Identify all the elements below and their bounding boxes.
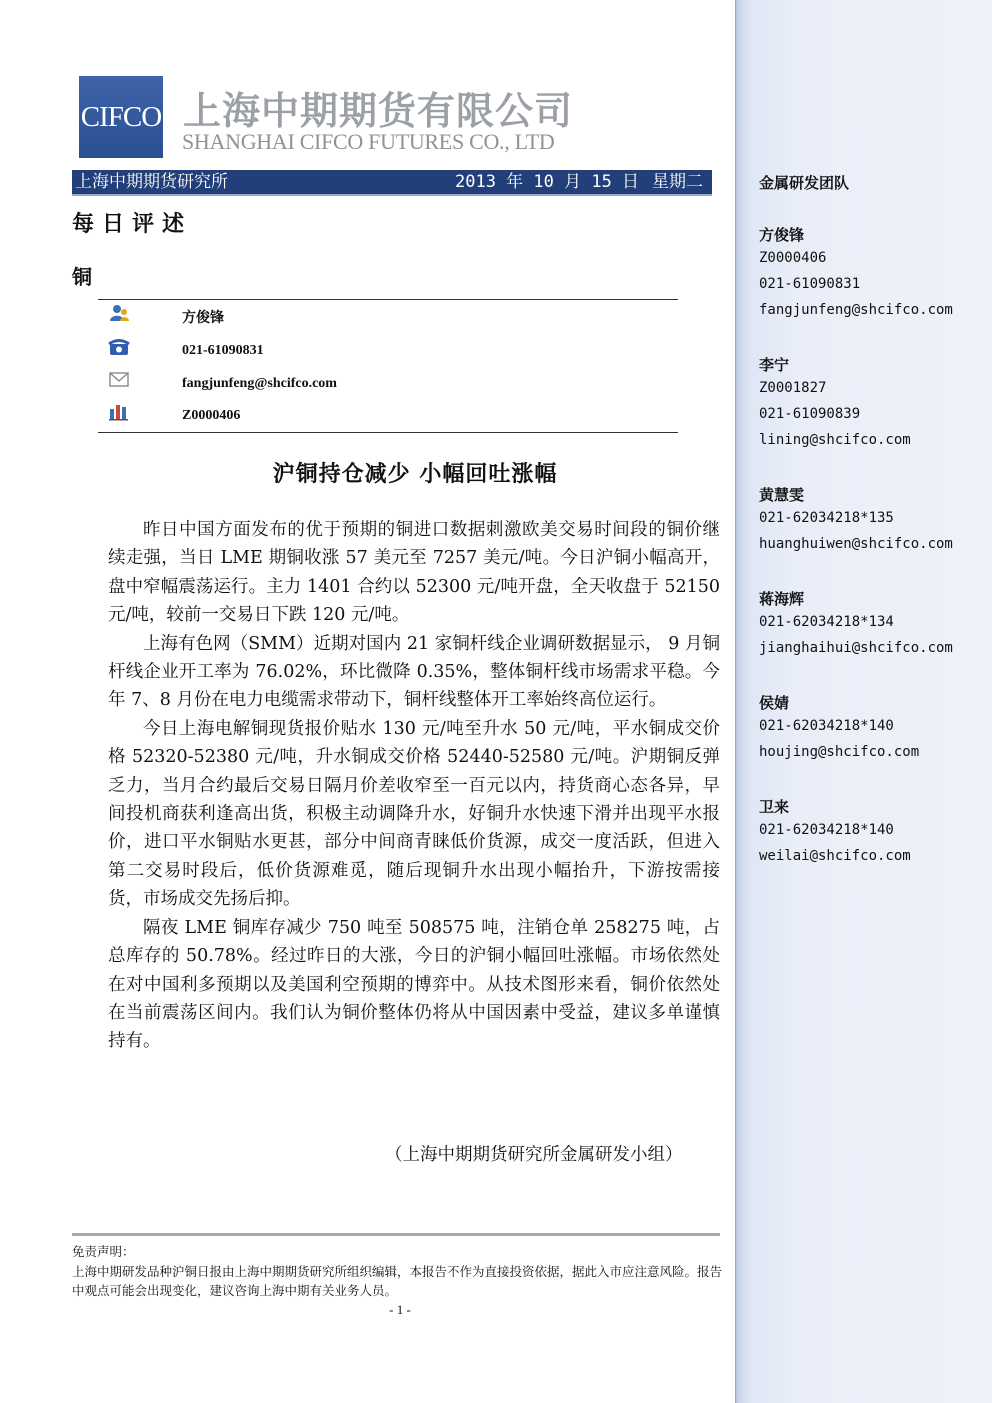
article-paragraph: 上海有色网（SMM）近期对国内 21 家铜杆线企业调研数据显示， 9 月铜杆线企业开工率为 76.02%，环比微降 0.35%，整体铜杆线市场需求平稳。今年 7、8 月份在电力电缆需求带动下，铜杆线整体开工率始终高位运行。 <box>108 633 720 711</box>
divider <box>98 432 678 433</box>
phone-icon <box>108 337 130 357</box>
contact-license: Z0000406 <box>182 408 241 423</box>
section-title: 每日评述 <box>72 212 193 237</box>
disclaimer-title: 免责声明： <box>72 1244 135 1259</box>
mail-icon <box>108 369 130 389</box>
banner-weekday: 星期二 <box>652 172 703 192</box>
article-headline: 沪铜持仓减少 小幅回吐涨幅 <box>272 462 558 487</box>
member-phone: 021-62034218*135 <box>759 510 894 526</box>
company-name-en: SHANGHAI CIFCO FUTURES CO., LTD <box>182 129 555 154</box>
company-name-cn: 上海中期期货有限公司 <box>183 89 574 133</box>
member-name: 方俊锋 <box>759 226 805 244</box>
banner-date: 2013 年 10 月 15 日 <box>455 172 640 192</box>
member-name: 李宁 <box>759 356 790 374</box>
contact-email[interactable]: fangjunfeng@shcifco.com <box>182 376 337 391</box>
article-body <box>108 516 720 1056</box>
member-phone: 021-62034218*134 <box>759 614 894 630</box>
article-paragraph: 今日上海电解铜现货报价贴水 130 元/吨至升水 50 元/吨，平水铜成交价格 52320-52380 元/吨，升水铜成交价格 52440-52580 元/吨。沪期铜反弹乏力，当月合约最后交易日隔月价差收窄至一百元以内，持货商心态各异，早间投机商获利逢高出货，积极主动调降升水，好铜升水快速下滑并出现平水报价，进口平水铜贴水更甚，部分中间商青睐低价货源，成交一度活跃，但进入第二交易时段后，低价货源难觅，随后现铜升水出现小幅抬升，下游按需接货，市场成交先扬后抑。 <box>108 718 720 910</box>
disclaimer <box>72 1242 722 1301</box>
logo-text: CIFCO <box>80 100 162 133</box>
member-phone: 021-62034218*140 <box>759 822 894 838</box>
member-license: Z0000406 <box>759 250 827 266</box>
member-name: 黄慧雯 <box>759 486 805 504</box>
member-email[interactable]: weilai@shcifco.com <box>759 848 911 864</box>
footer-divider <box>72 1233 720 1236</box>
member-phone: 021-61090839 <box>759 406 861 422</box>
company-logo <box>79 76 163 158</box>
divider <box>98 299 678 300</box>
member-name: 蒋海辉 <box>759 590 805 608</box>
sidebar-team-title: 金属研发团队 <box>759 174 850 192</box>
member-email[interactable]: huanghuiwen@shcifco.com <box>759 536 953 552</box>
category-title: 铜 <box>72 265 92 289</box>
member-license: Z0001827 <box>759 380 827 396</box>
article-signature: （上海中期期货研究所金属研发小组） <box>385 1145 683 1165</box>
member-phone: 021-61090831 <box>759 276 861 292</box>
member-phone: 021-62034218*140 <box>759 718 894 734</box>
member-email[interactable]: jianghaihui@shcifco.com <box>759 640 953 656</box>
disclaimer-text: 上海中期研发品种沪铜日报由上海中期期货研究所组织编辑，本报告不作为直接投资依据，据此入市应注意风险。报告中观点可能会出现变化，建议咨询上海中期有关业务人员。 <box>72 1263 723 1298</box>
header-banner <box>72 170 712 196</box>
member-email[interactable]: houjing@shcifco.com <box>759 744 920 760</box>
banner-institute: 上海中期期货研究所 <box>75 172 228 192</box>
article-paragraph: 隔夜 LME 铜库存减少 750 吨至 508575 吨，注销仓单 258275 吨，占总库存的 50.78%。经过昨日的大涨，今日的沪铜小幅回吐涨幅。市场依然处在对中国利多预期以及美国利空预期的博弈中。从技术图形来看，铜价依然处在当前震荡区间内。我们认为铜价整体仍将从中国因素中受益，建议多单谨慎持有。 <box>108 917 720 1052</box>
member-name: 卫来 <box>759 798 790 816</box>
page-number: - 1 - <box>389 1302 411 1317</box>
member-name: 侯婧 <box>759 694 790 712</box>
member-email[interactable]: fangjunfeng@shcifco.com <box>759 302 953 318</box>
license-icon <box>108 401 130 421</box>
member-email[interactable]: lining@shcifco.com <box>759 432 911 448</box>
person-icon <box>108 303 130 323</box>
article-paragraph: 昨日中国方面发布的优于预期的铜进口数据刺激欧美交易时间段的铜价继续走强，当日 LME 期铜收涨 57 美元至 7257 美元/吨。今日沪铜小幅高开，盘中窄幅震荡运行。主力 1401 合约以 52300 元/吨开盘，全天收盘于 52150 元/吨，较前一交易日下跌 120 元/吨。 <box>108 520 720 626</box>
contact-name: 方俊锋 <box>182 311 224 326</box>
contact-phone: 021-61090831 <box>182 343 264 358</box>
